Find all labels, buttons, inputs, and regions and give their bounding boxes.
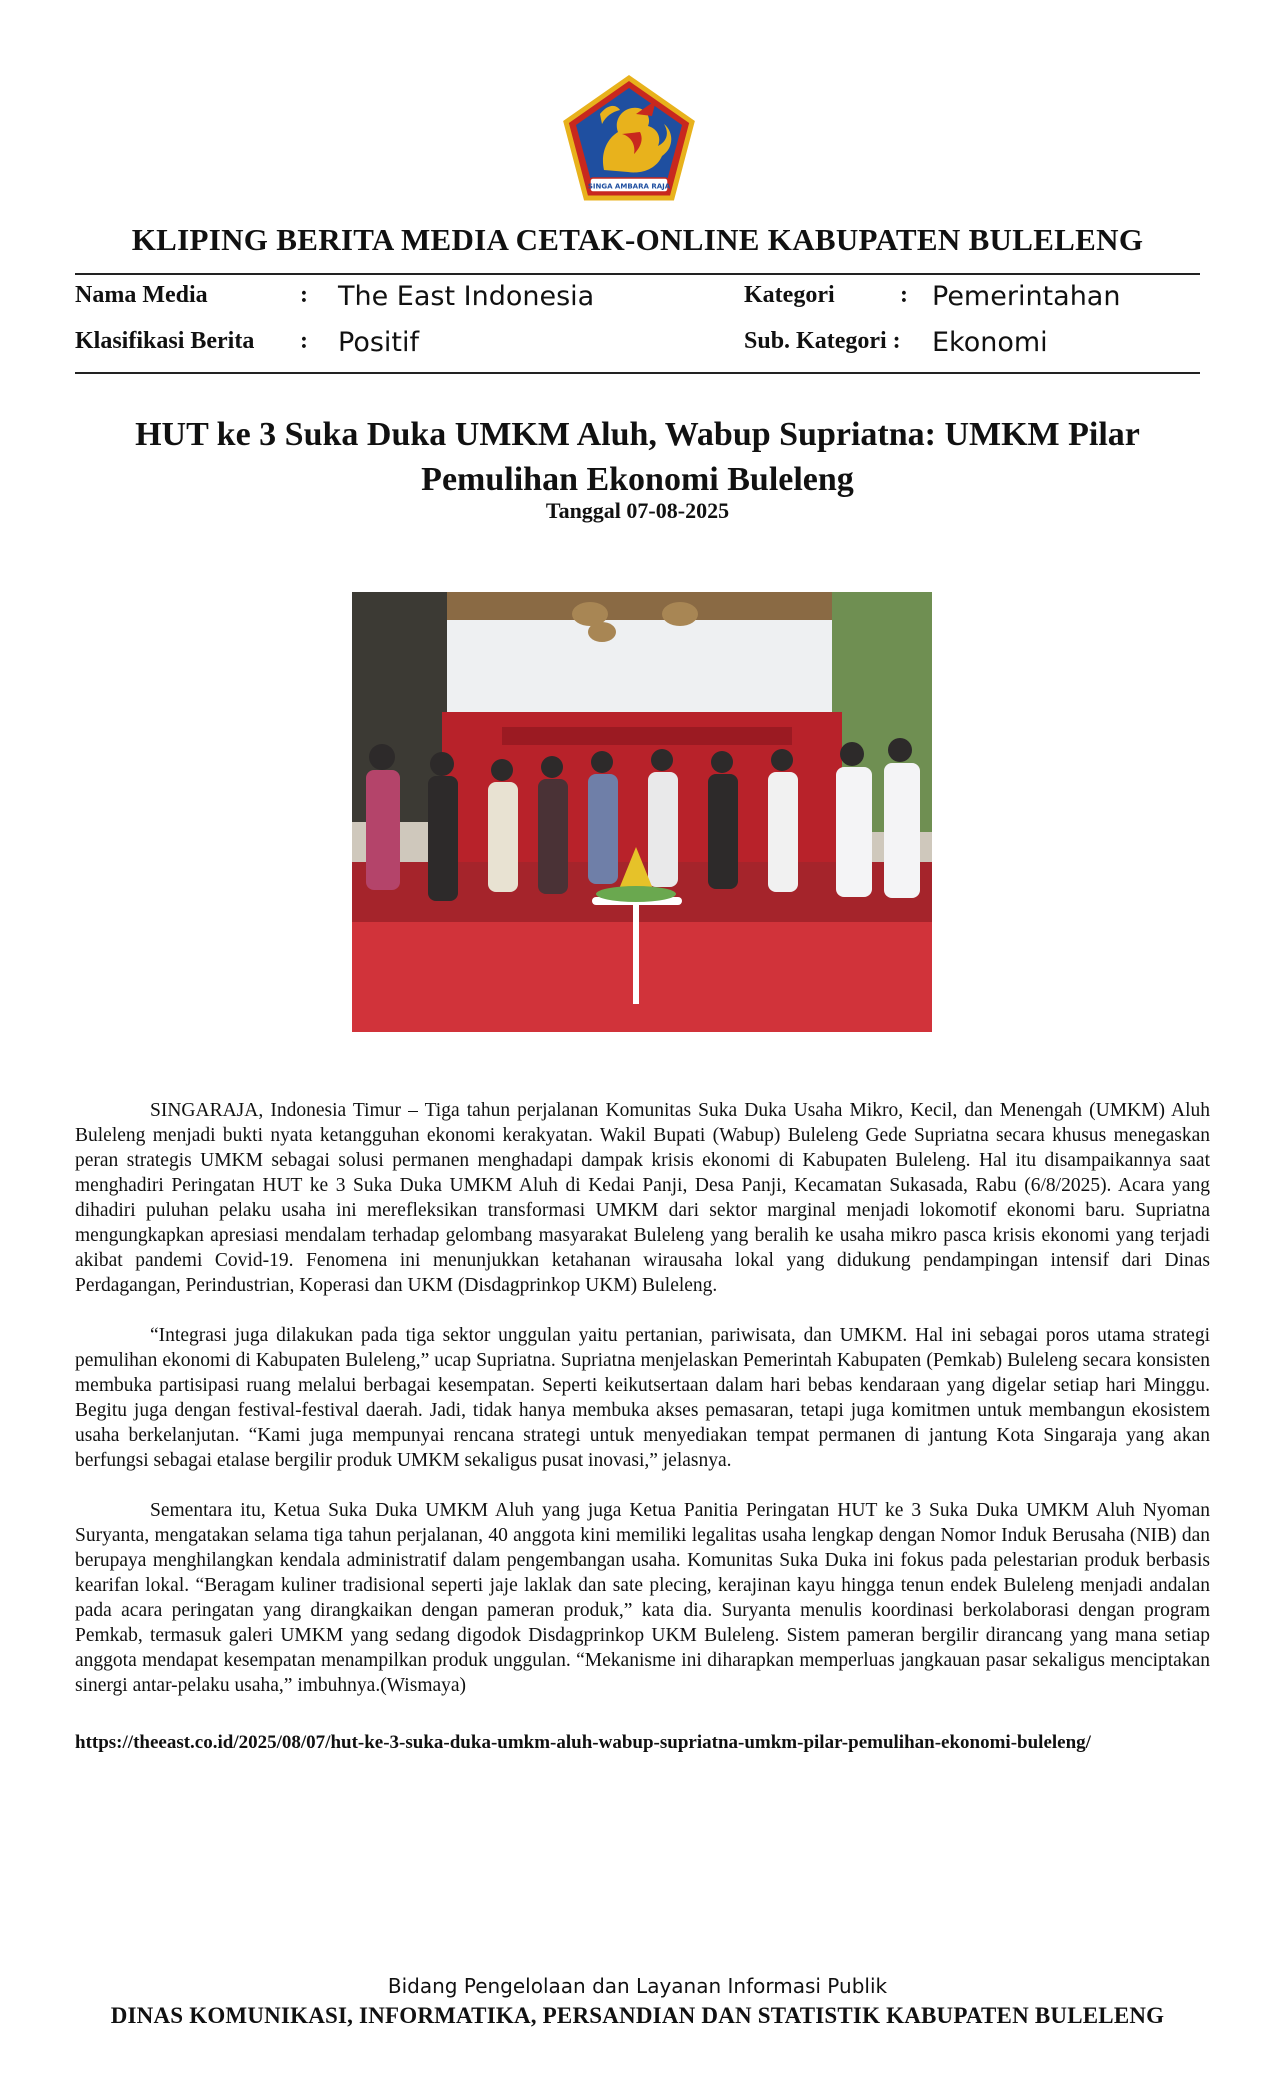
- media-value: The East Indonesia: [338, 281, 595, 312]
- category-colon: :: [900, 282, 908, 308]
- article-paragraph: Sementara itu, Ketua Suka Duka UMKM Aluh yang juga Ketua Panitia Peringatan HUT ke 3 Suka Duka UMKM Aluh Nyoman Suryanta, mengatakan selama tiga tahun perjalanan, 40 anggota kini memiliki legalitas usaha lengkap dengan Nomor Induk Berusaha (NIB) dan berupaya menghilangkan kendala administratif dalam pengembangan usaha. Komunitas Suka Duka ini fokus pada pelestarian produk berbasis kearifan lokal. “Beragam kuliner tradisional seperti jaje laklak dan sate plecing, kerajinan kayu hingga tenun endek Buleleng menjadi andalan pada acara peringatan yang dirangkaikan dengan pameran produk,” kata dia. Suryanta menulis koordinasi berkolaborasi dengan program Pemkab, termasuk galeri UMKM yang sedang digodok Disdagprinkop UKM Buleleng. Sistem pameran bergilir dirancang yang mana setiap anggota mendapat kesempatan menampilkan produk unggulan. “Mekanisme ini diharapkan memperluas jangkauan pasar sekaligus menciptakan sinergi antar-pelaku usaha,” imbuhnya.(Wismaya): [75, 1500, 1210, 1696]
- article-headline: HUT ke 3 Suka Duka UMKM Aluh, Wabup Supriatna: UMKM Pilar Pemulihan Ekonomi Buleleng: [135, 416, 1140, 498]
- media-label: Nama Media: [75, 282, 208, 308]
- article-paragraph: SINGARAJA, Indonesia Timur – Tiga tahun perjalanan Komunitas Suka Duka Usaha Mikro, Kecil, dan Menengah (UMKM) Aluh Buleleng menjadi bukti nyata ketangguhan ekonomi kerakyatan. Wakil Bupati (Wabup) Buleleng Gede Supriatna secara khusus menegaskan peran strategis UMKM sebagai solusi permanen menghadapi dampak krisis ekonomi di Kabupaten Buleleng. Hal itu disampaikannya saat menghadiri Peringatan HUT ke 3 Suka Duka UMKM Aluh di Kedai Panji, Desa Panji, Kecamatan Sukasada, Rabu (6/8/2025). Acara yang dihadiri puluhan pelaku usaha ini merefleksikan transformasi UMKM dari sektor marginal menjadi lokomotif ekonomi baru. Supriatna mengungkapkan apresiasi mendalam terhadap gelombang masyarakat Buleleng yang beralih ke usaha mikro pasca krisis ekonomi yang terjadi akibat pandemi Covid-19. Fenomena ini menunjukkan ketahanan wirausaha lokal yang didukung pendampingan intensif dari Dinas Perdagangan, Perindustrian, Koperasi dan UKM (Disdagprinkop UKM) Buleleng.: [75, 1100, 1210, 1296]
- classification-value: Positif: [338, 327, 419, 358]
- divider-top: [75, 273, 1200, 275]
- article-paragraph: “Integrasi juga dilakukan pada tiga sektor unggulan yaitu pertanian, pariwisata, dan UMKM. Hal ini sebagai poros utama strategi pemulihan ekonomi di Kabupaten Buleleng,” ucap Supriatna. Supriatna menjelaskan Pemerintah Kabupaten (Pemkab) Buleleng secara konsisten membuka partisipasi ruang melalui berbagai kesempatan. Seperti keikutsertaan dalam hari bebas kendaraan yang digelar setiap hari Minggu. Begitu juga dengan festival-festival daerah. Jadi, tidak hanya membuka akses pemasaran, tetapi juga komitmen untuk membangun ekosistem usaha berkelanjutan. “Kami juga mempunyai rencana strategi untuk menyediakan tempat permanen di jantung Kota Singaraja yang akan berfungsi sebagai etalase bergilir produk UMKM sekaligus pusat inovasi,” jelasnya.: [75, 1325, 1210, 1471]
- document-title: KLIPING BERITA MEDIA CETAK-ONLINE KABUPATEN BULELENG: [131, 222, 1144, 257]
- subcategory-value: Ekonomi: [932, 327, 1048, 358]
- footer-unit: Bidang Pengelolaan dan Layanan Informasi Publik: [387, 1974, 888, 1998]
- subcategory-label: Sub. Kategori :: [744, 328, 901, 354]
- article-photo: [352, 592, 932, 1032]
- buleleng-logo: [560, 74, 698, 204]
- source-link[interactable]: https://theeast.co.id/2025/08/07/hut-ke-3-suka-duka-umkm-aluh-wabup-supriatna-umkm-pilar-pemulihan-ekonomi-buleleng/: [75, 1732, 1091, 1753]
- classification-colon: :: [300, 328, 308, 354]
- article-date: Tanggal 07-08-2025: [545, 498, 730, 523]
- category-label: Kategori: [744, 282, 835, 308]
- article-body: [75, 1098, 1210, 1723]
- divider-bottom: [75, 372, 1200, 374]
- logo-motto: SINGA AMBARA RAJA: [587, 182, 671, 191]
- category-value: Pemerintahan: [932, 281, 1121, 312]
- classification-label: Klasifikasi Berita: [75, 328, 255, 354]
- media-colon: :: [300, 282, 308, 308]
- footer-office: DINAS KOMUNIKASI, INFORMATIKA, PERSANDIAN DAN STATISTIK KABUPATEN BULELENG: [110, 2003, 1165, 2028]
